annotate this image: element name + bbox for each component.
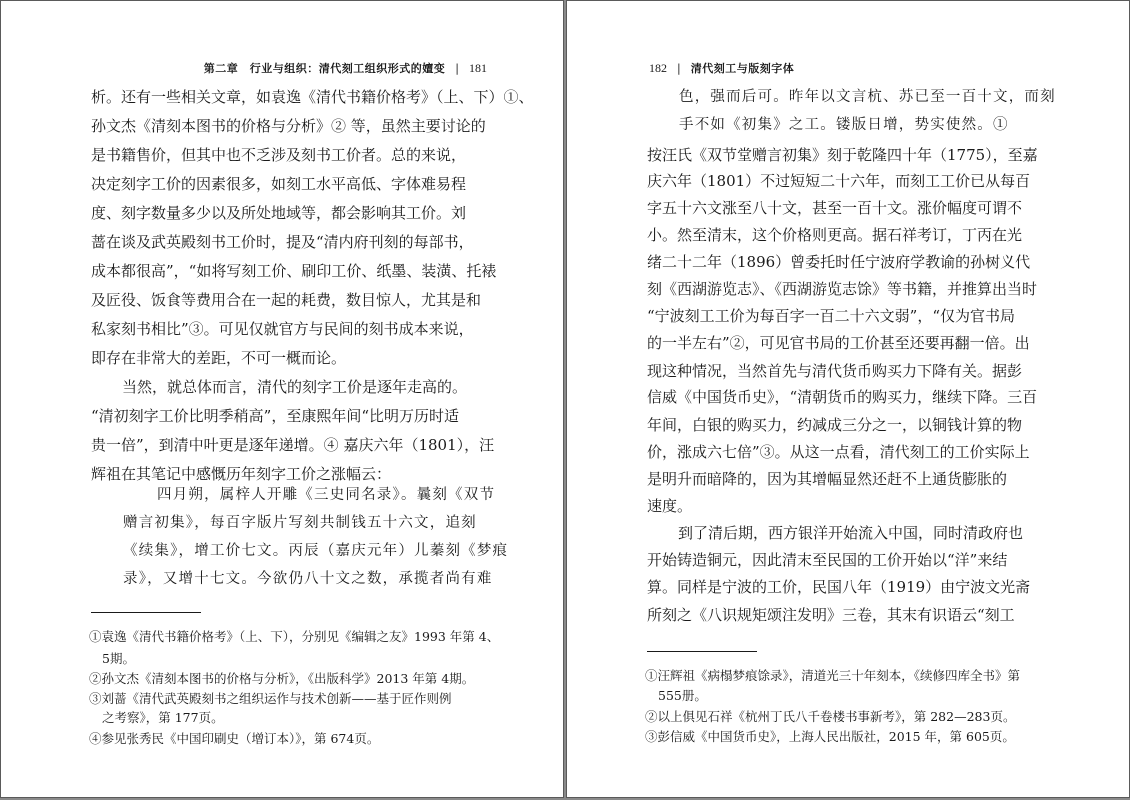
body-line: 辉祖在其笔记中感慨历年刻字工价之涨幅云：	[91, 465, 392, 483]
body-line: 私家刻书相比”③。可见仅就官方与民间的刻书成本来说，	[91, 320, 474, 338]
quote-line: 手不如《初集》之工。镂版日增，势实使然。①	[679, 117, 1009, 133]
body-line: 字五十六文涨至八十文，甚至一百十文。涨价幅度可谓不	[647, 199, 1023, 217]
body-line: 的一半左右”②，可见官书局的工价甚至还要再翻一倍。出	[647, 334, 1030, 352]
footnote: ②孙文杰《清刻本图书的价格与分析》，《出版科学》2013 年第 4期。	[89, 671, 475, 686]
body-line: 度、刻字数量多少以及所处地域等，都会影响其工价。刘	[91, 204, 467, 222]
header-separator: |	[677, 62, 681, 75]
book-title: 清代刻工与版刻字体	[690, 62, 795, 75]
right-page	[566, 0, 1130, 798]
footnote: ③刘蔷《清代武英殿刻书之组织运作与技术创新——基于匠作则例	[89, 691, 452, 706]
body-line: 绪二十二年（1896）曾委托时任宁波府学教谕的孙树义代	[647, 253, 1031, 271]
quote-line: 《续集》，增工价七文。丙辰（嘉庆元年）儿蓁刻《梦痕	[123, 543, 509, 559]
body-line: “清初刻字工价比明季稍高”，至康熙年间“比明万历时适	[91, 407, 460, 425]
footnote-rule	[91, 612, 201, 613]
body-line: 当然，就总体而言，清代的刻字工价是逐年走高的。	[122, 378, 468, 396]
page-number: 181	[469, 61, 487, 75]
footnote: ④参见张秀民《中国印刷史（增订本）》，第 674页。	[89, 731, 380, 746]
body-line: 价，涨成六七倍”③。从这一点看，清代刻工的工价实际上	[647, 443, 1030, 461]
body-line: 年间，白银的购买力，约减成三分之一，以铜钱计算的物	[647, 416, 1023, 434]
body-line: 小。然至清末，这个价格则更高。据石祥考订，丁丙在光	[647, 226, 1023, 244]
footnote: ①袁逸《清代书籍价格考》（上、下），分别见《编辑之友》1993 年第 4、	[89, 629, 500, 644]
body-line: 信威《中国货币史》，“清朝货币的购买力，继续下降。三百	[647, 388, 1038, 406]
footnote-continuation: 5期。	[102, 651, 135, 666]
body-line: 及匠役、饭食等费用合在一起的耗费，数目惊人，尤其是和	[91, 291, 482, 309]
page-number: 182	[649, 61, 667, 75]
chapter-title: 第二章 行业与组织：清代刻工组织形式的嬗变	[203, 62, 446, 75]
footnote: ①汪辉祖《病榻梦痕馀录》，清道光三十年刻本，《续修四库全书》第	[645, 668, 1021, 683]
running-head	[649, 60, 794, 76]
quote-line: 录》，又增十七文。今欲仍八十文之数，承揽者尚有难	[123, 571, 493, 587]
footnote: ②以上俱见石祥《杭州丁氏八千卷楼书事新考》，第 282—283页。	[645, 709, 1016, 724]
body-line: 到了清后期，西方银洋开始流入中国，同时清政府也	[678, 524, 1024, 542]
quote-line: 色，强而后可。昨年以文言杭、苏已至一百十文，而刻	[679, 89, 1056, 105]
body-line: 刻《西湖游览志》、《西湖游览志馀》等书籍，并推算出当时	[647, 280, 1038, 298]
header-separator: |	[455, 62, 459, 75]
body-line: 开始铸造铜元，因此清末至民国的工价开始以“洋”来结	[647, 551, 1008, 569]
body-line: 是明升而暗降的，因为其增幅显然还赶不上通货膨胀的	[647, 470, 1008, 488]
running-head	[204, 60, 487, 76]
body-line: 庆六年（1801）不过短短二十六年，而刻工工价已从每百	[647, 172, 1031, 190]
body-line: 算。同样是宁波的工价，民国八年（1919）由宁波文光斋	[647, 578, 1031, 596]
body-line: 决定刻字工价的因素很多，如刻工水平高低、字体难易程	[91, 175, 467, 193]
body-line: 成本都很高”，“如将写刻工价、刷印工价、纸墨、装潢、托裱	[91, 262, 497, 280]
body-line: 所刻之《八识规矩颂注发明》三卷，其末有识语云“刻工	[647, 606, 1015, 624]
body-line: 析。还有一些相关文章，如袁逸《清代书籍价格考》（上、下）①、	[91, 88, 534, 106]
body-line: 是书籍售价，但其中也不乏涉及刻书工价者。总的来说，	[91, 146, 467, 164]
body-line: 即存在非常大的差距，不可一概而论。	[91, 349, 347, 367]
footnote: ③彭信威《中国货币史》，上海人民出版社，2015 年，第 605页。	[645, 729, 1015, 744]
body-line: 速度。	[647, 497, 693, 515]
quote-line: 四月朔，属梓人开雕《三史同名录》。曩刻《双节	[157, 487, 496, 503]
footnote-rule	[647, 651, 757, 652]
left-page	[0, 0, 564, 798]
footnote-continuation: 555册。	[658, 688, 707, 703]
body-line: 按汪氏《双节堂赠言初集》刻于乾隆四十年（1775），至嘉	[647, 146, 1038, 164]
body-line: 现这种情况，当然首先与清代货币购买力下降有关。据彭	[647, 362, 1023, 380]
body-line: 孙文杰《清刻本图书的价格与分析》② 等，虽然主要讨论的	[91, 117, 486, 135]
body-line: 蔷在谈及武英殿刻书工价时，提及“清内府刊刻的每部书，	[91, 233, 474, 251]
body-line: 贵一倍”，到清中叶更是逐年递增。④ 嘉庆六年（1801），汪	[91, 436, 495, 454]
quote-line: 赠言初集》，每百字版片写刻共制钱五十六文，追刻	[123, 515, 477, 531]
footnote-continuation: 之考察》，第 177页。	[102, 710, 224, 725]
body-line: “宁波刻工工价为每百字一百二十六文弱”，“仅为官书局	[647, 307, 1016, 325]
